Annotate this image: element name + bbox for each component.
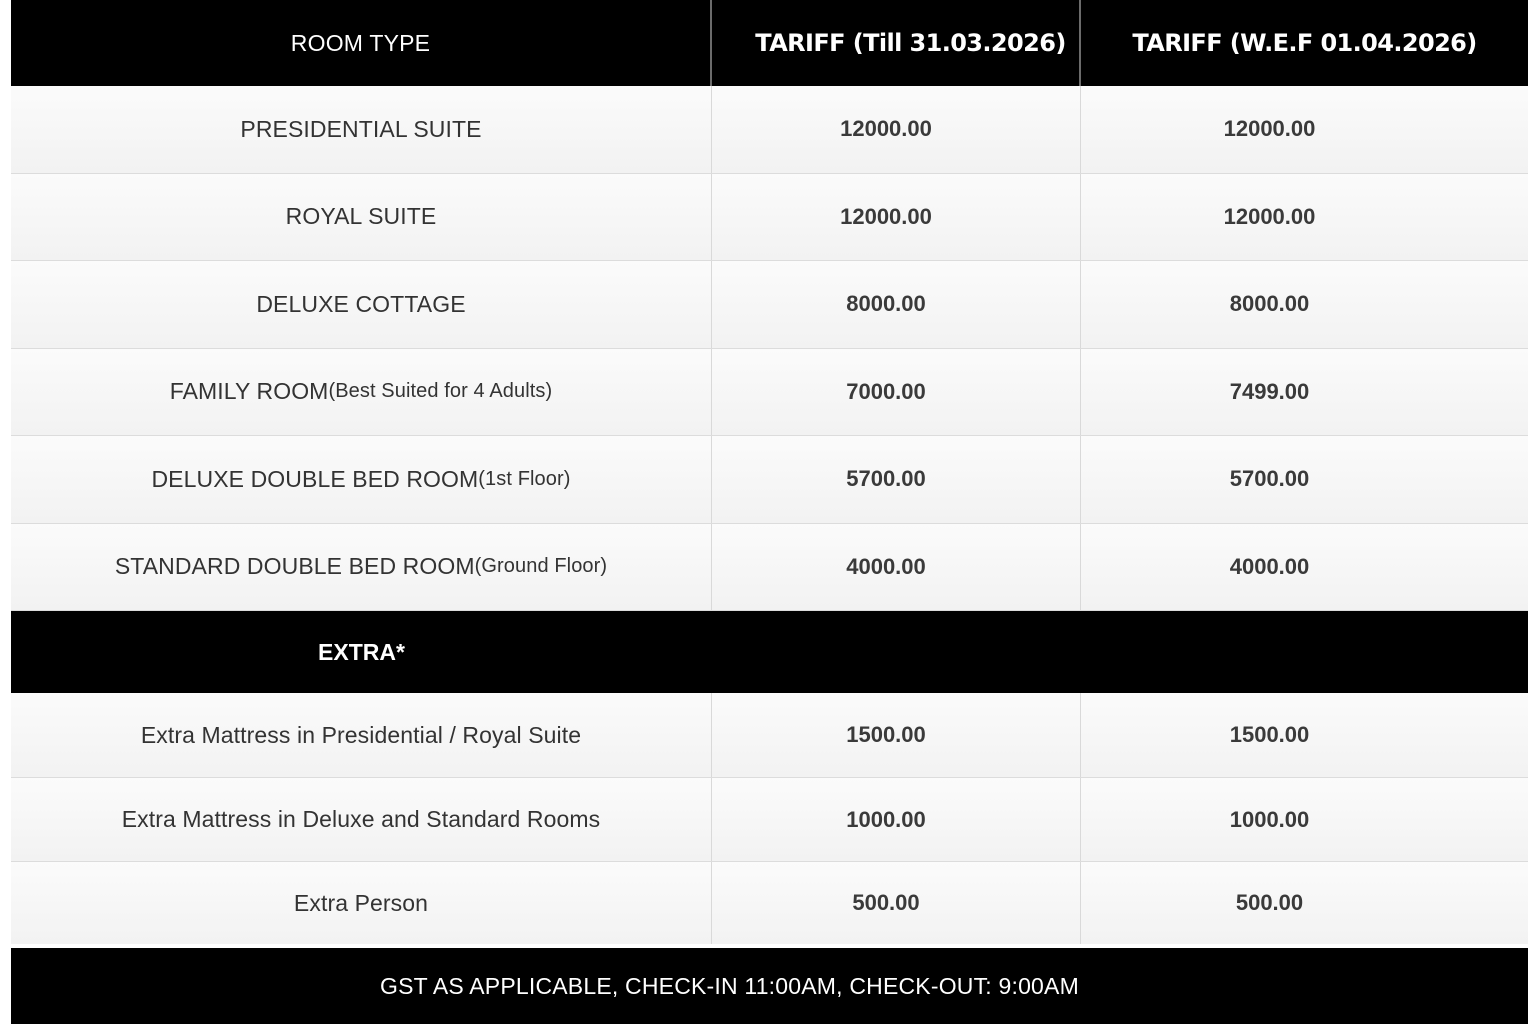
tariff-wef-value: 5700.00 [1229, 466, 1310, 492]
room-name: DELUXE DOUBLE BED ROOM [151, 465, 479, 492]
tariff-wef-value: 500.00 [1235, 890, 1304, 915]
table-row [11, 524, 1528, 612]
footer-note: GST AS APPLICABLE, CHECK-IN 11:00AM, CHECK-OUT: 9:00AM [11, 948, 1528, 1024]
room-note: (Ground Floor) [474, 555, 608, 578]
extra-section-spacer [1081, 611, 1528, 693]
tariff-till-value: 500.00 [712, 862, 1081, 944]
extra-section-header [11, 611, 1528, 693]
header-room-type: ROOM TYPE [11, 0, 712, 86]
tariff-till-value: 8000.00 [712, 261, 1081, 348]
tariff-till-value: 1000.00 [712, 778, 1081, 861]
table-row [11, 693, 1528, 778]
room-name-cell [11, 436, 712, 523]
tariff-wef-value: 1500.00 [1229, 722, 1310, 747]
extra-name: Extra Mattress in Presidential / Royal Suite [11, 693, 712, 777]
tariff-wef-value: 4000.00 [1229, 553, 1310, 579]
tariff-table [11, 0, 1528, 944]
extra-name: Extra Mattress in Deluxe and Standard Rooms [11, 778, 712, 861]
extra-section-spacer [712, 611, 1081, 693]
tariff-wef-value: 7499.00 [1229, 378, 1310, 404]
tariff-till-value: 12000.00 [712, 86, 1081, 173]
extra-section-label: EXTRA* [318, 638, 405, 665]
tariff-till-value: 7000.00 [712, 349, 1081, 436]
tariff-wef-value: 8000.00 [1229, 291, 1310, 317]
table-row [11, 778, 1528, 862]
room-name-cell [11, 86, 712, 173]
room-name: FAMILY ROOM [169, 378, 329, 405]
tariff-till-value: 4000.00 [712, 524, 1081, 611]
table-row [11, 862, 1528, 944]
room-name: PRESIDENTIAL SUITE [240, 115, 482, 142]
table-row [11, 349, 1528, 437]
room-name-cell [11, 261, 712, 348]
table-header-row [11, 0, 1528, 86]
room-name: DELUXE COTTAGE [256, 290, 466, 317]
room-name-cell [11, 349, 712, 436]
tariff-wef-value: 12000.00 [1223, 203, 1316, 229]
room-name: ROYAL SUITE [285, 203, 437, 230]
room-name-cell [11, 174, 712, 261]
room-name: STANDARD DOUBLE BED ROOM [114, 553, 475, 580]
extra-name: Extra Person [11, 862, 712, 944]
tariff-till-value: 12000.00 [712, 174, 1081, 261]
room-note: (Best Suited for 4 Adults) [328, 380, 553, 403]
table-row [11, 261, 1528, 349]
table-row [11, 436, 1528, 524]
room-note: (1st Floor) [478, 467, 571, 490]
tariff-till-value: 5700.00 [712, 436, 1081, 523]
table-row [11, 86, 1528, 174]
tariff-wef-value: 12000.00 [1223, 116, 1316, 142]
table-row [11, 174, 1528, 262]
header-tariff-wef: TARIFF (W.E.F 01.04.2026) [1132, 29, 1477, 57]
tariff-till-value: 1500.00 [712, 693, 1081, 777]
tariff-wef-value: 1000.00 [1229, 806, 1310, 832]
room-name-cell [11, 524, 712, 611]
header-tariff-till: TARIFF (Till 31.03.2026) [712, 0, 1081, 86]
